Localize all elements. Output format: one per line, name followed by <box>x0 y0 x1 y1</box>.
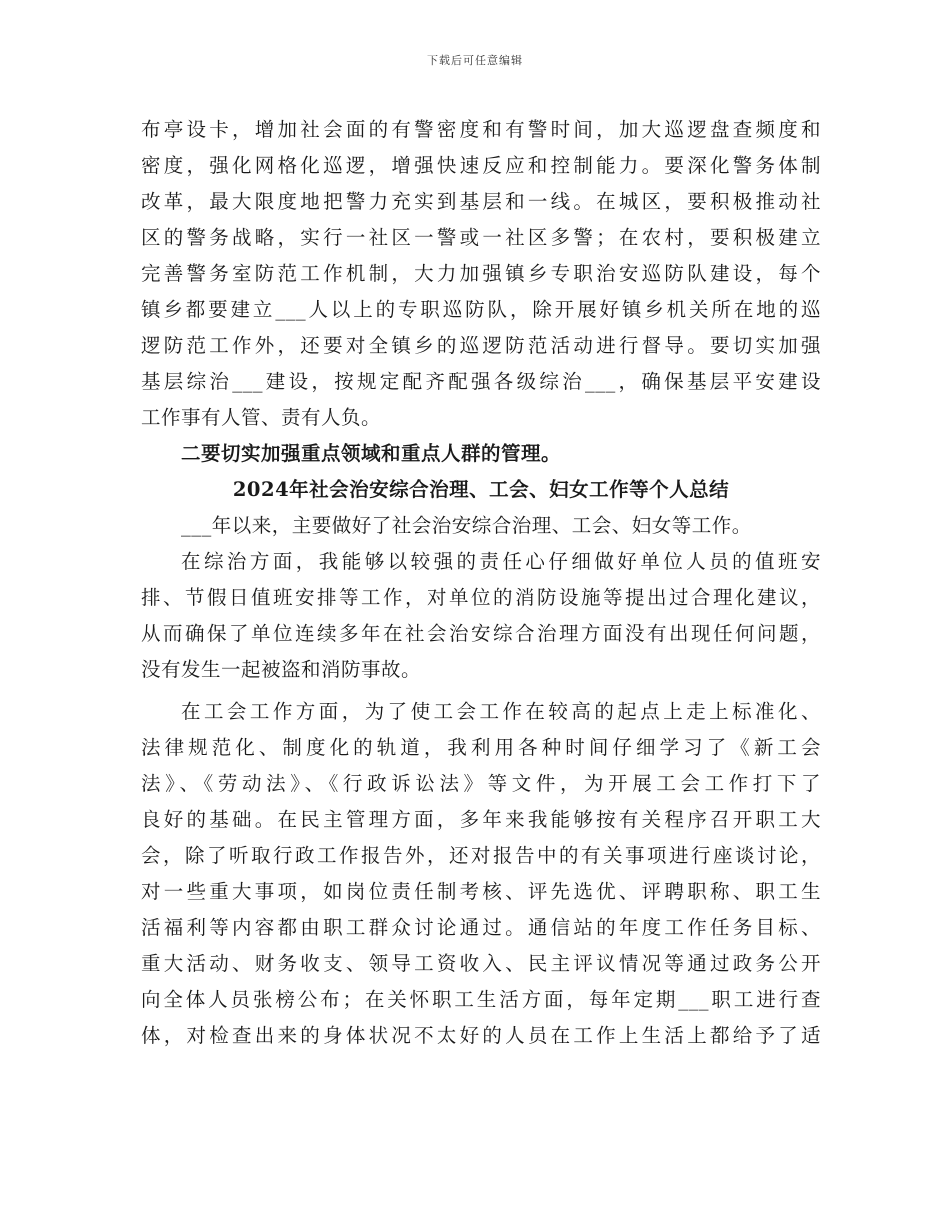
text-line: 完善警务室防范工作机制，大力加强镇乡专职治安巡防队建设，每个 <box>141 262 821 285</box>
section-policing-paragraph <box>141 112 821 436</box>
text-line: 改革，最大限度地把警力充实到基层和一线。在城区，要积极推动社 <box>141 190 821 213</box>
text-line: 排、节假日值班安排等工作，对单位的消防设施等提出过合理化建议， <box>141 586 821 609</box>
paragraph-trade-union <box>141 694 821 1054</box>
paragraph-comprehensive-governance <box>141 544 821 688</box>
text-line: 活福利等内容都由职工群众讨论通过。通信站的年度工作任务目标、 <box>141 916 821 939</box>
text-line: 法律规范化、制度化的轨道，我利用各种时间仔细学习了《新工会 <box>141 736 821 759</box>
document-title: 2024年社会治安综合治理、工会、妇女工作等个人总结 <box>232 478 730 501</box>
text-line: 区的警务战略，实行一社区一警或一社区多警；在农村，要积极建立 <box>141 226 821 249</box>
text-line: 基层综治___建设，按规定配齐配强各级综治___，确保基层平安建设 <box>141 370 821 393</box>
text-line: 重大活动、财务收支、领导工资收入、民主评议情况等通过政务公开 <box>141 952 821 975</box>
text-line: 布亭设卡，增加社会面的有警密度和有警时间，加大巡逻盘查频度和 <box>141 118 821 141</box>
subheading: 二要切实加强重点领域和重点人群的管理。 <box>181 442 562 465</box>
intro-paragraph: ___年以来，主要做好了社会治安综合治理、工会、妇女等工作。 <box>181 514 752 537</box>
text-line: 逻防范工作外，还要对全镇乡的巡逻防范活动进行督导。要切实加强 <box>141 334 821 357</box>
text-line: 没有发生一起被盗和消防事故。 <box>141 658 422 681</box>
text-line: 镇乡都要建立___人以上的专职巡防队，除开展好镇乡机关所在地的巡 <box>141 298 821 321</box>
text-line: 在工会工作方面，为了使工会工作在较高的起点上走上标准化、 <box>181 700 821 723</box>
text-line: 在综治方面，我能够以较强的责任心仔细做好单位人员的值班安 <box>181 550 821 573</box>
page-header-note: 下载后可任意编辑 <box>427 54 523 67</box>
document-body <box>141 112 821 1054</box>
text-line: 工作事有人管、责有人负。 <box>141 406 382 429</box>
text-line: 体，对检查出来的身体状况不太好的人员在工作上生活上都给予了适 <box>141 1024 821 1047</box>
text-line: 密度，强化网格化巡逻，增强快速反应和控制能力。要深化警务体制 <box>141 154 821 177</box>
text-line: 法》、《劳动法》、《行政诉讼法》等文件，为开展工会工作打下了 <box>141 772 821 795</box>
text-line: 从而确保了单位连续多年在社会治安综合治理方面没有出现任何问题， <box>141 622 821 645</box>
text-line: 会，除了听取行政工作报告外，还对报告中的有关事项进行座谈讨论， <box>141 844 821 867</box>
text-line: 向全体人员张榜公布；在关怀职工生活方面，每年定期___职工进行查 <box>141 988 821 1011</box>
text-line: 良好的基础。在民主管理方面，多年来我能够按有关程序召开职工大 <box>141 808 821 831</box>
text-line: 对一些重大事项，如岗位责任制考核、评先选优、评聘职称、职工生 <box>141 880 821 903</box>
